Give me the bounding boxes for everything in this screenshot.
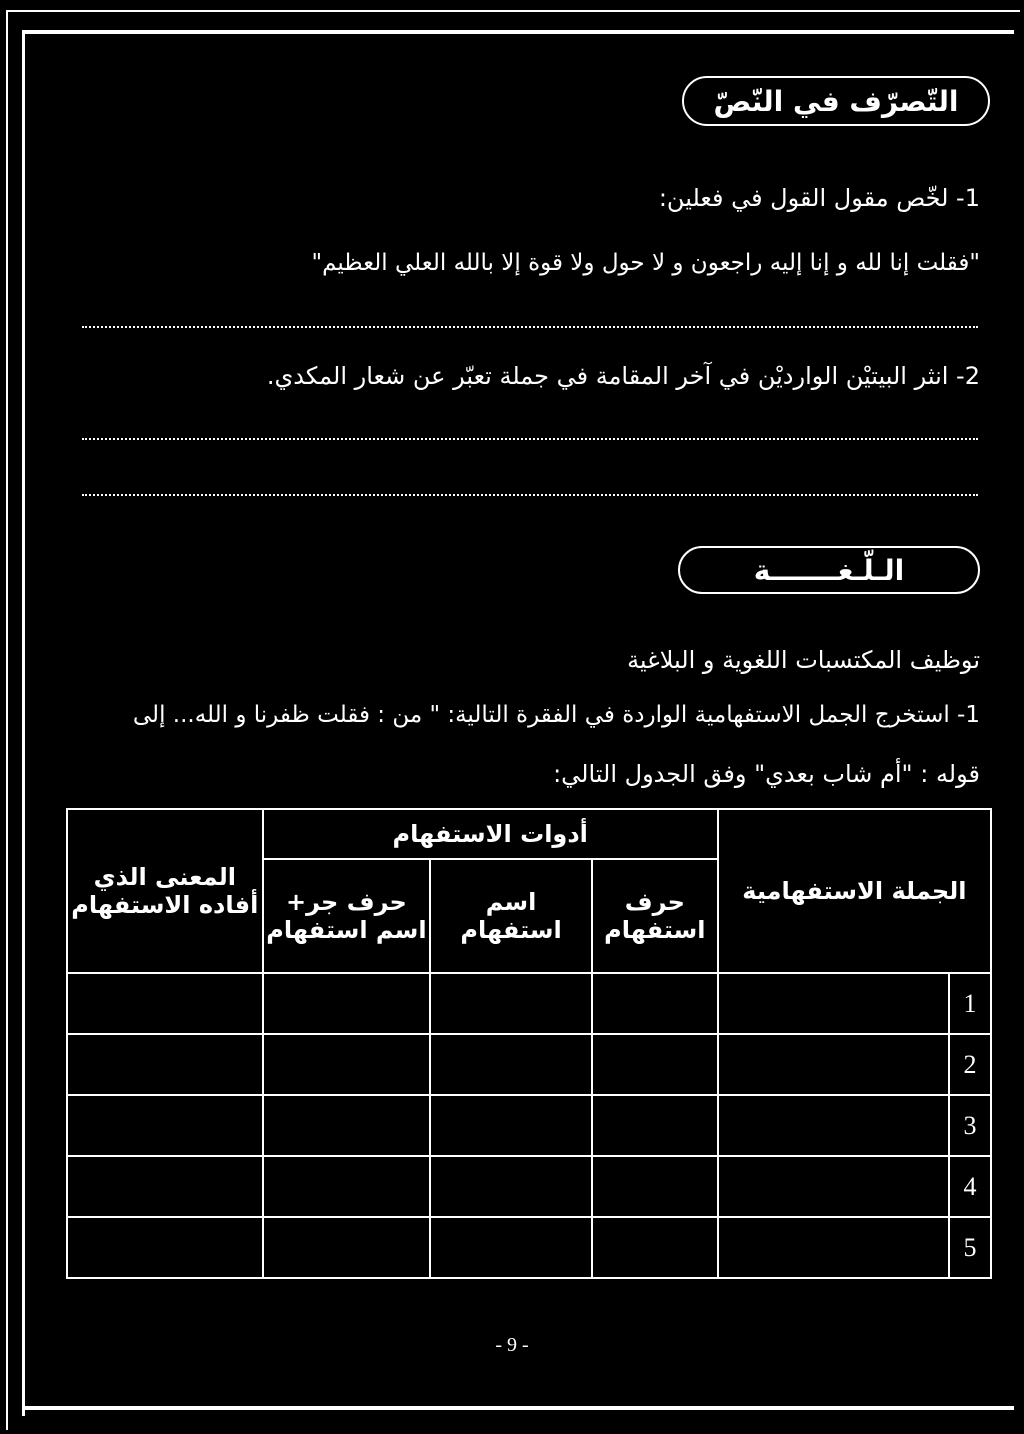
sentence-cell[interactable]	[718, 1034, 949, 1095]
row-number: 4	[949, 1156, 991, 1217]
ism-cell[interactable]	[430, 1034, 592, 1095]
page-number: - 9 -	[495, 1334, 529, 1356]
header-meaning: المعنى الذي أفاده الاستفهام	[67, 809, 263, 973]
table-row	[67, 973, 991, 1034]
harf-jarr-cell[interactable]	[263, 1034, 431, 1095]
section-title: التّصرّف في النّصّ	[713, 84, 959, 118]
table-row	[67, 1034, 991, 1095]
answer-line	[82, 438, 978, 440]
meaning-cell[interactable]	[67, 973, 263, 1034]
header-harf-jarr: حرف جر+ اسم استفهام	[263, 859, 431, 973]
answer-line	[82, 326, 978, 328]
harf-cell[interactable]	[592, 1034, 718, 1095]
harf-jarr-cell[interactable]	[263, 1156, 431, 1217]
header-harf: حرف استفهام	[592, 859, 718, 973]
row-number: 5	[949, 1217, 991, 1278]
ism-cell[interactable]	[430, 973, 592, 1034]
harf-jarr-cell[interactable]	[263, 973, 431, 1034]
section-title-badge	[682, 76, 990, 126]
table-row	[67, 1217, 991, 1278]
row-number: 3	[949, 1095, 991, 1156]
interrogative-table	[66, 808, 992, 1279]
sentence-cell[interactable]	[718, 1095, 949, 1156]
header-ism: اسم استفهام	[430, 859, 592, 973]
question-2-label: 2- انثر البيتيْن الوارديْن في آخر المقامة في جملة تعبّر عن شعار المكدي.	[266, 362, 980, 390]
row-number: 1	[949, 973, 991, 1034]
table-row	[67, 1156, 991, 1217]
header-tools: أدوات الاستفهام	[263, 809, 718, 859]
section-title-badge	[678, 546, 980, 594]
sentence-cell[interactable]	[718, 1217, 949, 1278]
meaning-cell[interactable]	[67, 1034, 263, 1095]
sentence-cell[interactable]	[718, 1156, 949, 1217]
harf-cell[interactable]	[592, 1217, 718, 1278]
section-subtitle: توظيف المكتسبات اللغوية و البلاغية	[627, 646, 980, 674]
section-title: الـلّـغـــــــة	[753, 553, 905, 587]
question-1-label: 1- استخرج الجمل الاستفهامية الواردة في الفقرة التالية: " من : فقلت ظفرنا و الله... إلى	[132, 702, 980, 728]
question-1-label: 1- لخّص مقول القول في فعلين:	[658, 184, 980, 212]
meaning-cell[interactable]	[67, 1217, 263, 1278]
question-1-quote: "فقلت إنا لله و إنا إليه راجعون و لا حول ولا قوة إلا بالله العلي العظيم"	[311, 250, 980, 276]
question-1-continuation: قوله : "أم شاب بعدي" وفق الجدول التالي:	[553, 760, 980, 788]
harf-cell[interactable]	[592, 1156, 718, 1217]
page-bottom-border	[22, 1406, 1014, 1410]
meaning-cell[interactable]	[67, 1156, 263, 1217]
ism-cell[interactable]	[430, 1095, 592, 1156]
table-row	[67, 1095, 991, 1156]
ism-cell[interactable]	[430, 1217, 592, 1278]
ism-cell[interactable]	[430, 1156, 592, 1217]
harf-cell[interactable]	[592, 973, 718, 1034]
meaning-cell[interactable]	[67, 1095, 263, 1156]
sentence-cell[interactable]	[718, 973, 949, 1034]
row-number: 2	[949, 1034, 991, 1095]
harf-jarr-cell[interactable]	[263, 1217, 431, 1278]
harf-cell[interactable]	[592, 1095, 718, 1156]
header-sentence: الجملة الاستفهامية	[718, 809, 991, 973]
answer-line	[82, 494, 978, 496]
harf-jarr-cell[interactable]	[263, 1095, 431, 1156]
